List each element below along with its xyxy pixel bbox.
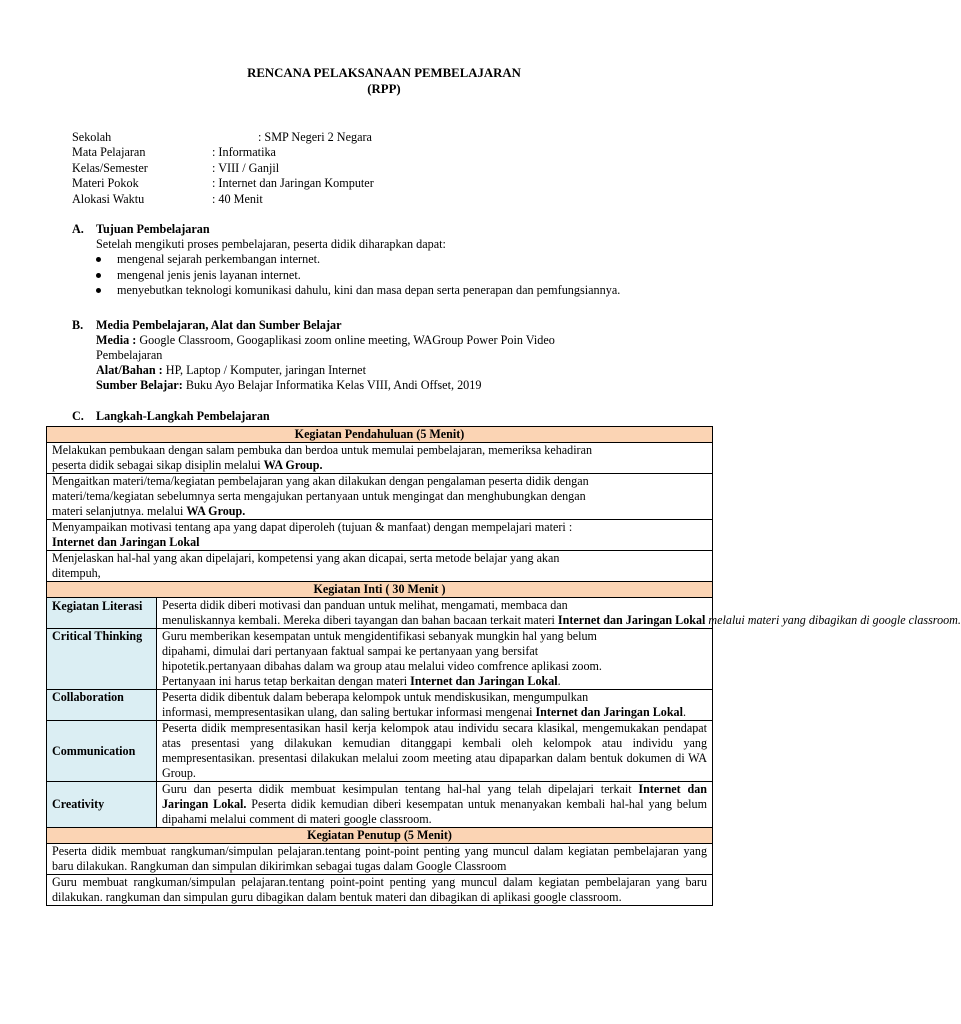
table-cell: Peserta didik dibentuk dalam beberapa kelompok untuk mendiskusikan, mengumpulkan informasi, mempresentasikan ulang, dan saling bertukar informasi mengenai Internet dan Jaringan Lokal. [157, 690, 713, 721]
table-cell: Guru membuat rangkuman/simpulan pelajaran.tentang point-point penting yang muncul dalam kegiatan pembelajaran yang baru dilakukan. rangkuman dan simpulan guru dibagikan dalam bentuk materi dan dibagikan di aplikasi google classroom. [47, 875, 713, 906]
row-label-critical: Critical Thinking [47, 629, 157, 690]
table-row [47, 474, 713, 520]
table-row [47, 443, 713, 474]
list-item: mengenal sejarah perkembangan internet. [72, 252, 620, 268]
section-title: Media Pembelajaran, Alat dan Sumber Belajar [96, 318, 342, 332]
media-text: Google Classroom, Googaplikasi zoom online meeting, WAGroup Power Poin Video [136, 333, 555, 347]
row-label-communication: Communication [47, 721, 157, 782]
inti-header: Kegiatan Inti ( 30 Menit ) [47, 582, 713, 598]
section-langkah [72, 409, 270, 424]
table-row [47, 875, 713, 906]
info-label: Alokasi Waktu [72, 191, 145, 206]
media-line [72, 333, 555, 348]
alat-label: Alat/Bahan : [96, 363, 163, 377]
section-heading [72, 409, 270, 424]
table-row [47, 582, 713, 598]
bullet-icon [96, 288, 101, 293]
section-title: Tujuan Pembelajaran [96, 222, 210, 236]
table-row [47, 598, 713, 629]
table-cell: Menyampaikan motivasi tentang apa yang dapat diperoleh (tujuan & manfaat) dengan mempelajari materi : Internet dan Jaringan Lokal [47, 520, 713, 551]
table-row [47, 721, 713, 782]
table-row [47, 828, 713, 844]
section-title: Langkah-Langkah Pembelajaran [96, 409, 270, 423]
alat-line [72, 363, 555, 378]
sumber-text: Buku Ayo Belajar Informatika Kelas VIII, Andi Offset, 2019 [182, 378, 482, 392]
table-cell: Melakukan pembukaan dengan salam pembuka dan berdoa untuk memulai pembelajaran, memeriksa kehadiran peserta didik sebagai sikap disiplin melalui WA Group. [47, 443, 713, 474]
list-item: menyebutkan teknologi komunikasi dahulu, kini dan masa depan serta penerapan dan pemfungsiannya. [72, 283, 620, 299]
section-intro: Setelah mengikuti proses pembelajaran, peserta didik diharapkan dapat: [96, 237, 446, 251]
sumber-line [72, 378, 555, 393]
info-label: Mata Pelajaran [72, 145, 146, 160]
table-row [47, 427, 713, 443]
table-cell: Guru dan peserta didik membuat kesimpulan tentang hal-hal yang telah dipelajari terkait Internet dan Jaringan Lokal. Peserta didik kemudian diberi kesempatan untuk menanyakan kembali hal-hal yang belum dipahami melalui comment di materi google classroom. [157, 782, 713, 828]
row-label-literasi: Kegiatan Literasi [47, 598, 157, 629]
section-tujuan [72, 222, 620, 299]
learning-steps-table [46, 426, 961, 906]
info-value: : Informatika [212, 145, 276, 160]
media-line-2: Pembelajaran [96, 348, 163, 362]
info-value: : 40 Menit [212, 191, 263, 206]
penutup-header: Kegiatan Penutup (5 Menit) [47, 828, 713, 844]
document-subtitle: (RPP) [367, 82, 401, 96]
info-label: Kelas/Semester [72, 160, 148, 175]
media-label: Media : [96, 333, 137, 347]
section-heading [72, 318, 555, 333]
pendahuluan-header: Kegiatan Pendahuluan (5 Menit) [47, 427, 713, 443]
bullet-icon [96, 273, 101, 278]
section-number: B. [72, 318, 84, 332]
table-row [47, 629, 713, 690]
table-row [47, 520, 713, 551]
table-cell: Peserta didik membuat rangkuman/simpulan pelajaran.tentang point-point penting yang muncul dalam kegiatan pembelajaran yang baru dilakukan. Rangkuman dan simpulan dikirimkan sebagai tugas dalam Google Classroom [47, 844, 713, 875]
info-label: Sekolah [72, 130, 112, 144]
row-label-collaboration: Collaboration [47, 690, 157, 721]
table-row [47, 782, 713, 828]
info-label: Materi Pokok [72, 176, 139, 191]
table-cell: Guru memberikan kesempatan untuk mengidentifikasi sebanyak mungkin hal yang belum dipahami, dimulai dari pertanyaan faktual sampai ke pertanyaan yang bersifat hipotetik.pertanyaan dibahas dalam wa group atau melalui video comfrence aplikasi zoom. Pertanyaan ini harus tetap berkaitan dengan materi Internet dan Jaringan Lokal. [157, 629, 713, 690]
alat-text: HP, Laptop / Komputer, jaringan Internet [162, 363, 366, 377]
objective-list [72, 252, 620, 299]
section-media [72, 318, 555, 393]
section-heading [72, 222, 620, 237]
table-row [47, 551, 713, 582]
sumber-label: Sumber Belajar: [96, 378, 183, 392]
row-label-creativity: Creativity [47, 782, 157, 828]
bullet-icon [96, 257, 101, 262]
document-title: RENCANA PELAKSANAAN PEMBELAJARAN [247, 66, 521, 80]
info-value: : SMP Negeri 2 Negara [258, 130, 372, 144]
info-value: : Internet dan Jaringan Komputer [212, 176, 374, 191]
table-row [47, 690, 713, 721]
table-cell: Menjelaskan hal-hal yang akan dipelajari, kompetensi yang akan dicapai, serta metode belajar yang akan ditempuh, [47, 551, 713, 582]
section-number: A. [72, 222, 84, 236]
table-row [47, 844, 713, 875]
table-cell: Mengaitkan materi/tema/kegiatan pembelajaran yang akan dilakukan dengan pengalaman peserta didik dengan materi/tema/kegiatan sebelumnya serta mengajukan pertanyaan untuk mengingat dan menghubungkan dengan materi selanjutnya. melalui WA Group. [47, 474, 713, 520]
section-number: C. [72, 409, 84, 423]
list-item: mengenal jenis jenis layanan internet. [72, 268, 620, 284]
table-cell: Peserta didik mempresentasikan hasil kerja kelompok atau individu secara klasikal, mengemukakan pendapat atas presentasi yang dilakukan kemudian ditanggapi kembali oleh kelompok atau individu yang mempresentasikan. presentasi dilakukan melalui zoom meeting atau dipaparkan dalam bentuk dokumen di WA Group. [157, 721, 713, 782]
table-cell: Peserta didik diberi motivasi dan panduan untuk melihat, mengamati, membaca dan menuliskannya kembali. Mereka diberi tayangan dan bahan bacaan terkait materi Internet dan Jaringan Lokal melalui materi yang dibagikan di google classroom. [157, 598, 713, 629]
info-value: : VIII / Ganjil [212, 160, 280, 175]
